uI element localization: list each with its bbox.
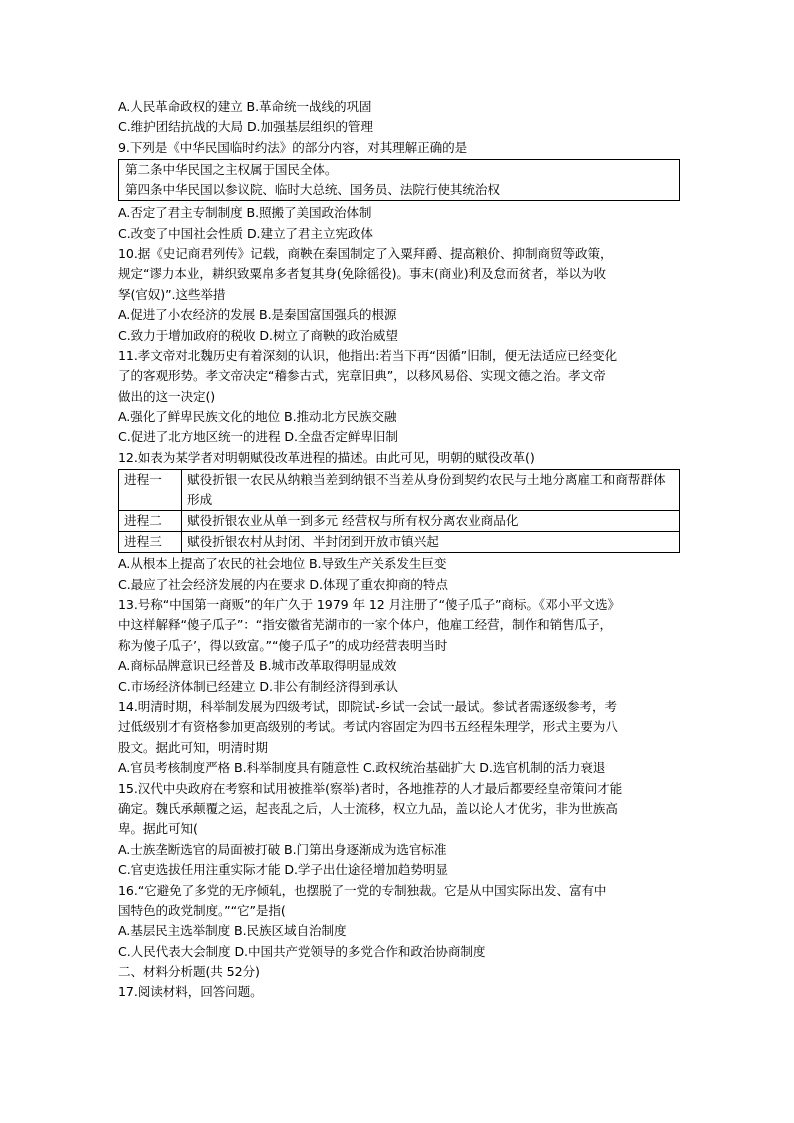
text-line: 13.号称“中国第一商贩”的年广久于 1979 年 12 月注册了“傻子瓜子”商标。《邓小平文选》: [118, 597, 621, 613]
text-line: 做出的这一决定(): [118, 388, 216, 404]
text-line: 9.下列是《中华民国临时约法》的部分内容，对其理解正确的是: [118, 139, 468, 155]
text-line: 10.据《史记商君列传》记载，商鞅在秦国制定了入粟拜爵、提高粮价、抑制商贸等政策，: [118, 245, 613, 261]
text-line: A.商标品牌意识已经普及 B.城市改革取得明显成效: [118, 658, 397, 674]
text-line: 二、材料分析题(共 52分): [118, 964, 260, 980]
text-line: 卑。据此可知(: [118, 821, 198, 837]
text-line: 了的客观形势。孝文帝决定“稽参古式，宪章旧典”，以移风易俗、实现文德之治。孝文帝: [118, 368, 606, 384]
q12-table: [118, 469, 680, 553]
stage-cell: 进程三: [119, 532, 182, 553]
stage-cell: 进程二: [119, 511, 182, 532]
description-cell: 赋役折银农业从单一到多元 经营权与所有权分离农业商品化: [182, 511, 680, 532]
text-line: 国特色的政党制度。”“它”是指(: [118, 902, 286, 918]
text-line: A.从根本上提高了农民的社会地位 B.导致生产关系发生巨变: [118, 556, 447, 572]
q9-quote-box: [118, 159, 680, 201]
text-line: 16.“它避免了多党的无序倾轧，也摆脱了一党的专制独裁。它是从中国实际出发、富有中: [118, 882, 607, 898]
text-line: A.人民革命政权的建立 B.革命统一战线的巩固: [118, 99, 372, 114]
lines-c: [118, 554, 680, 1003]
text-line: 12.如表为某学者对明朝赋役改革进程的描述。由此可见，明朝的赋役改革(): [118, 449, 535, 465]
description-cell: 赋役折银农村从封闭、半封闭到开放市镇兴起: [182, 532, 680, 553]
text-line: A.官员考核制度严格 B.科举制度具有随意性 C.政权统治基础扩大 D.选官机制的活力衰退: [118, 760, 606, 776]
text-line: 17.阅读材料，回答问题。: [118, 984, 263, 1000]
table-row: [119, 511, 680, 532]
text-line: 11.孝文帝对北魏历史有着深刻的认识，他指出:若当下再“因循”旧制，便无法适应已经变化: [118, 347, 617, 363]
lines-a: [118, 97, 680, 158]
text-line: 过低级别才有资格参加更高级别的考试。考试内容固定为四书五经程朱理学，形式主要为八: [118, 719, 618, 735]
text-line: 称为傻子瓜子’，得以致富。”“傻子瓜子”的成功经营表明当时: [118, 637, 448, 653]
text-line: A.基层民主选举制度 B.民族区域自治制度: [118, 923, 347, 939]
document-page: [118, 97, 680, 1003]
text-line: C.市场经济体制已经建立 D.非公有制经济得到承认: [118, 678, 398, 694]
text-line: 股文。据此可知，明清时期: [118, 739, 268, 755]
text-line: C.人民代表大会制度 D.中国共产党领导的多党合作和政治协商制度: [118, 943, 486, 959]
text-line: C.致力于增加政府的税收 D.树立了商鞅的政治威望: [118, 327, 398, 343]
text-line: C.促进了北方地区统一的进程 D.全盘否定鲜卑旧制: [118, 429, 398, 445]
text-line: 规定“谬力本业，耕织致粟帛多者复其身(免除徭役)。事末(商业)利及怠而贫者，举以为收: [118, 266, 606, 282]
text-line: C.最应了社会经济发展的内在要求 D.体现了重农抑商的特点: [118, 576, 448, 592]
text-line: 第四条中华民国以参议院、临时大总统、国务员、法院行使其统治权: [125, 182, 500, 198]
text-line: C.官吏选拔任用注重实际才能 D.学子出仕途径增加趋势明显: [118, 862, 448, 878]
table-row: [119, 470, 680, 511]
text-line: 确定。魏氏承颠覆之运，起丧乱之后，人士流移，权立九品，盖以论人才优劣，非为世族高: [118, 800, 618, 816]
text-line: A.促进了小农经济的发展 B.是秦国富国强兵的根源: [118, 307, 397, 323]
text-line: 孥(官奴)”.这些举措: [118, 286, 226, 302]
text-line: 14.明清时期，科举制发展为四级考试，即院试-乡试一会试一最试。参试者需逐级参考，考: [118, 698, 617, 714]
text-line: 15.汉代中央政府在考察和试用被推举(察举)者时，各地推荐的人才最后都要经皇帝策问才能: [118, 780, 623, 796]
table-row: [119, 532, 680, 553]
text-line: C.维护团结抗战的大局 D.加强基层组织的管理: [118, 119, 373, 135]
description-cell: 赋役折银一农民从纳粮当差到纳银不当差从身份到契约农民与土地分离雇工和商帮群体形成: [182, 470, 680, 511]
text-line: A.否定了君主专制制度 B.照搬了美国政治体制: [118, 205, 372, 221]
text-line: 中这样解释“傻子瓜子”：“指安徽省芜湖市的一家个体户，他雇工经营，制作和销售瓜子，: [118, 617, 613, 633]
text-line: C.改变了中国社会性质 D.建立了君主立宪政体: [118, 225, 373, 241]
text-line: A.强化了鲜卑民族文化的地位 B.推动北方民族交融: [118, 409, 397, 425]
text-line: A.士族垄断选官的局面被打破 B.门第出身逐渐成为选官标准: [118, 841, 447, 857]
stage-cell: 进程一: [119, 470, 182, 511]
text-line: 第二条中华民国之主权属于国民全体。: [125, 162, 338, 178]
lines-b: [118, 203, 680, 468]
